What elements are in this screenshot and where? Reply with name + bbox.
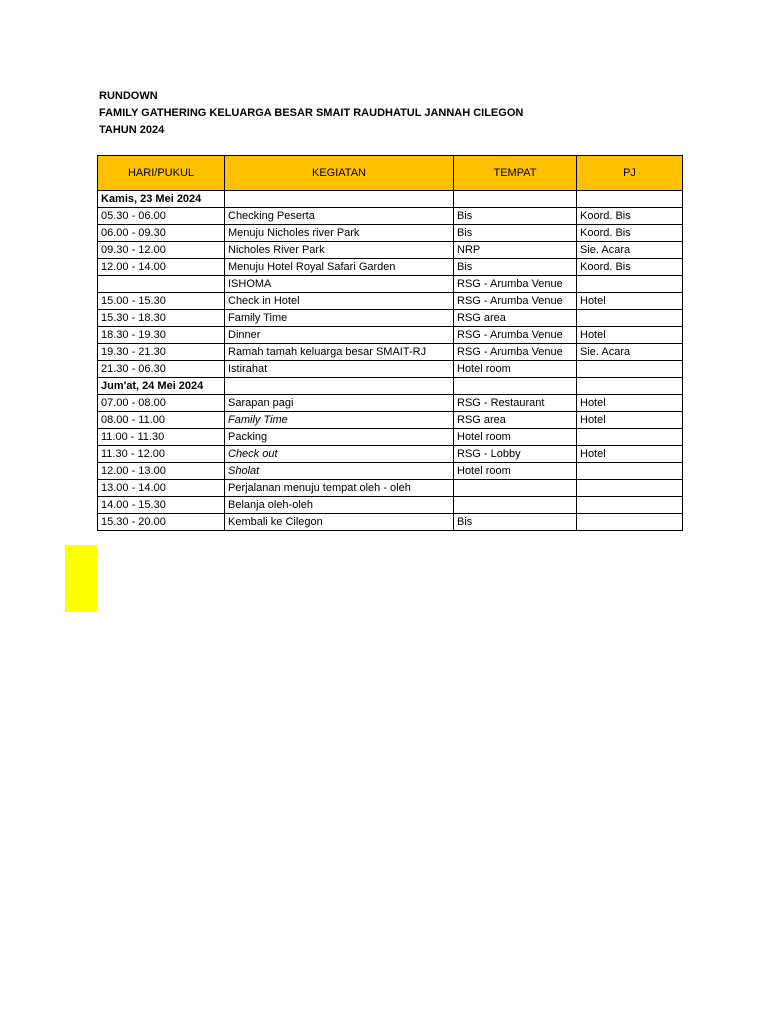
document-title-block [99, 88, 523, 139]
rundown-table [97, 155, 683, 531]
pj-cell: Hotel [577, 395, 683, 412]
title-line-2: FAMILY GATHERING KELUARGA BESAR SMAIT RAUDHATUL JANNAH CILEGON [99, 107, 524, 119]
place-cell: RSG - Arumba Venue [454, 276, 577, 293]
header-pj: PJ [577, 156, 683, 191]
place-cell: RSG - Arumba Venue [454, 344, 577, 361]
table-row [98, 276, 683, 293]
time-cell: 12.00 - 14.00 [98, 259, 225, 276]
time-cell: 12.00 - 13.00 [98, 463, 225, 480]
pj-cell: Hotel [577, 412, 683, 429]
place-cell: RSG - Arumba Venue [454, 327, 577, 344]
table-row [98, 327, 683, 344]
pj-cell: Hotel [577, 293, 683, 310]
place-cell: Bis [454, 514, 577, 531]
time-cell: 15.30 - 18.30 [98, 310, 225, 327]
table-row [98, 412, 683, 429]
place-cell: Hotel room [454, 429, 577, 446]
place-cell: Bis [454, 259, 577, 276]
activity-cell: Check in Hotel [225, 293, 454, 310]
place-cell [454, 497, 577, 514]
empty-cell [454, 191, 577, 208]
time-cell: 07.00 - 08.00 [98, 395, 225, 412]
pj-cell: Koord. Bis [577, 208, 683, 225]
activity-cell: Sholat [225, 463, 454, 480]
table-row [98, 310, 683, 327]
header-tempat: TEMPAT [454, 156, 577, 191]
pj-cell [577, 514, 683, 531]
activity-cell: Menuju Hotel Royal Safari Garden [225, 259, 454, 276]
place-cell: RSG - Arumba Venue [454, 293, 577, 310]
place-cell: RSG - Lobby [454, 446, 577, 463]
title-line-1: RUNDOWN [99, 90, 158, 102]
time-cell: 13.00 - 14.00 [98, 480, 225, 497]
table-row [98, 429, 683, 446]
yellow-highlight-block [65, 545, 97, 612]
time-cell: 11.00 - 11.30 [98, 429, 225, 446]
place-cell: NRP [454, 242, 577, 259]
day-row [98, 191, 683, 208]
pj-cell [577, 276, 683, 293]
table-row [98, 514, 683, 531]
empty-cell [454, 378, 577, 395]
pj-cell [577, 361, 683, 378]
day-row [98, 378, 683, 395]
place-cell [454, 480, 577, 497]
time-cell: 05.30 - 06.00 [98, 208, 225, 225]
activity-cell: Checking Peserta [225, 208, 454, 225]
place-cell: RSG - Restaurant [454, 395, 577, 412]
activity-cell: Family Time [225, 412, 454, 429]
title-line-3: TAHUN 2024 [99, 124, 165, 136]
time-cell: 19.30 - 21.30 [98, 344, 225, 361]
empty-cell [577, 378, 683, 395]
table-row [98, 361, 683, 378]
table-row [98, 446, 683, 463]
activity-cell: Family Time [225, 310, 454, 327]
table-row [98, 480, 683, 497]
activity-cell: Perjalanan menuju tempat oleh - oleh [225, 480, 454, 497]
pj-cell [577, 463, 683, 480]
place-cell: Bis [454, 225, 577, 242]
empty-cell [577, 191, 683, 208]
table-row [98, 259, 683, 276]
activity-cell: ISHOMA [225, 276, 454, 293]
pj-cell [577, 497, 683, 514]
time-cell: 21.30 - 06.30 [98, 361, 225, 378]
pj-cell [577, 310, 683, 327]
time-cell: 08.00 - 11.00 [98, 412, 225, 429]
time-cell: 09.30 - 12.00 [98, 242, 225, 259]
pj-cell: Koord. Bis [577, 225, 683, 242]
pj-cell: Hotel [577, 327, 683, 344]
day-label: Jum'at, 24 Mei 2024 [98, 378, 225, 395]
activity-cell: Kembali ke Cilegon [225, 514, 454, 531]
activity-cell: Nicholes River Park [225, 242, 454, 259]
time-cell: 14.00 - 15.30 [98, 497, 225, 514]
pj-cell: Hotel [577, 446, 683, 463]
table-row [98, 344, 683, 361]
activity-cell: Menuju Nicholes river Park [225, 225, 454, 242]
pj-cell: Sie. Acara [577, 344, 683, 361]
table-row [98, 463, 683, 480]
time-cell: 15.30 - 20.00 [98, 514, 225, 531]
header-kegiatan: KEGIATAN [225, 156, 454, 191]
pj-cell [577, 480, 683, 497]
pj-cell: Sie. Acara [577, 242, 683, 259]
table-row [98, 225, 683, 242]
time-cell [98, 276, 225, 293]
place-cell: Hotel room [454, 361, 577, 378]
table-row [98, 208, 683, 225]
day-label: Kamis, 23 Mei 2024 [98, 191, 225, 208]
activity-cell: Istirahat [225, 361, 454, 378]
time-cell: 06.00 - 09.30 [98, 225, 225, 242]
header-hari-pukul: HARI/PUKUL [98, 156, 225, 191]
table-body [98, 191, 683, 531]
activity-cell: Check out [225, 446, 454, 463]
table-row [98, 293, 683, 310]
empty-cell [225, 378, 454, 395]
table-row [98, 395, 683, 412]
pj-cell: Koord. Bis [577, 259, 683, 276]
time-cell: 18.30 - 19.30 [98, 327, 225, 344]
activity-cell: Packing [225, 429, 454, 446]
place-cell: RSG area [454, 412, 577, 429]
place-cell: Hotel room [454, 463, 577, 480]
activity-cell: Ramah tamah keluarga besar SMAIT-RJ [225, 344, 454, 361]
table-header-row [98, 156, 683, 191]
time-cell: 15.00 - 15.30 [98, 293, 225, 310]
pj-cell [577, 429, 683, 446]
table-row [98, 242, 683, 259]
place-cell: RSG area [454, 310, 577, 327]
place-cell: Bis [454, 208, 577, 225]
activity-cell: Belanja oleh-oleh [225, 497, 454, 514]
table-row [98, 497, 683, 514]
activity-cell: Sarapan pagi [225, 395, 454, 412]
time-cell: 11.30 - 12.00 [98, 446, 225, 463]
activity-cell: Dinner [225, 327, 454, 344]
empty-cell [225, 191, 454, 208]
